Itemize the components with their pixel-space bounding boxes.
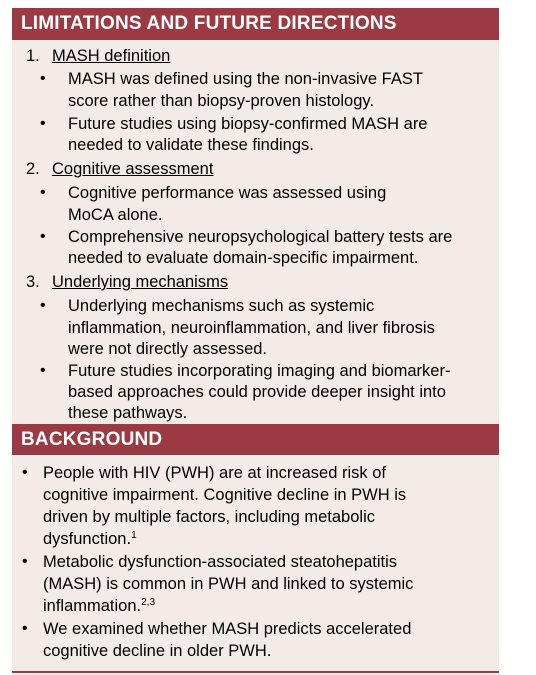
item-2-number: 2. bbox=[26, 160, 40, 178]
item-3-bullet-1-line-2: inflammation, neuroinflammation, and liver fibrosis bbox=[68, 319, 435, 337]
item-3-heading: Underlying mechanisms bbox=[52, 273, 229, 291]
bullet-dot: • bbox=[40, 228, 46, 245]
item-1-bullet-2-line-2: needed to validate these findings. bbox=[68, 136, 314, 154]
item-2-bullet-2-line-2: needed to evaluate domain-specific impairment. bbox=[68, 249, 419, 267]
bg-bullet-1-line-1: People with HIV (PWH) are at increased risk of bbox=[43, 464, 386, 482]
item-3-bullet-2-line-1: Future studies incorporating imaging and biomarker- bbox=[68, 362, 451, 380]
citation-superscript: 2,3 bbox=[141, 597, 156, 608]
bg-bullet-3-line-1: We examined whether MASH predicts accelerated bbox=[43, 620, 412, 638]
bullet-dot: • bbox=[22, 464, 28, 481]
bg-bullet-1-text: dysfunction. bbox=[43, 530, 132, 548]
bg-bullet-1-line-4 bbox=[43, 528, 137, 550]
bullet-dot: • bbox=[40, 70, 46, 87]
citation-superscript: 1 bbox=[131, 530, 137, 541]
item-2-heading: Cognitive assessment bbox=[52, 160, 214, 178]
bullet-dot: • bbox=[40, 184, 46, 201]
item-1-bullet-1-line-2: score rather than biopsy-proven histology. bbox=[68, 92, 375, 110]
item-1-bullet-2-line-1: Future studies using biopsy-confirmed MASH are bbox=[68, 115, 428, 133]
item-2-bullet-1-line-1: Cognitive performance was assessed using bbox=[68, 184, 387, 202]
item-3-bullet-1-line-3: were not directly assessed. bbox=[68, 340, 268, 358]
bg-bullet-2-text: inflammation. bbox=[43, 597, 142, 615]
item-1-heading: MASH definition bbox=[52, 47, 171, 65]
background-header: BACKGROUND bbox=[12, 424, 499, 455]
item-2-bullet-2-line-1: Comprehensive neuropsychological battery tests are bbox=[68, 228, 453, 246]
bottom-rule bbox=[12, 671, 499, 673]
item-2-bullet-1-line-2: MoCA alone. bbox=[68, 206, 163, 224]
item-3-number: 3. bbox=[26, 273, 40, 291]
bg-bullet-3-line-2: cognitive decline in older PWH. bbox=[43, 642, 272, 660]
limitations-header: LIMITATIONS AND FUTURE DIRECTIONS bbox=[12, 8, 499, 40]
item-1-number: 1. bbox=[26, 47, 40, 65]
bullet-dot: • bbox=[40, 362, 46, 379]
bullet-dot: • bbox=[22, 620, 28, 637]
bullet-dot: • bbox=[22, 553, 28, 570]
item-3-bullet-1-line-1: Underlying mechanisms such as systemic bbox=[68, 297, 375, 315]
item-3-bullet-2-line-3: these pathways. bbox=[68, 404, 188, 422]
bg-bullet-1-line-3: driven by multiple factors, including metabolic bbox=[43, 508, 375, 526]
item-3-bullet-2-line-2: based approaches could provide deeper insight into bbox=[68, 383, 446, 401]
bg-bullet-2-line-1: Metabolic dysfunction-associated steatohepatitis bbox=[43, 553, 398, 571]
bg-bullet-2-line-2: (MASH) is common in PWH and linked to systemic bbox=[43, 575, 414, 593]
bullet-dot: • bbox=[40, 297, 46, 314]
bg-bullet-1-line-2: cognitive impairment. Cognitive decline in PWH is bbox=[43, 486, 407, 504]
item-1-bullet-1-line-1: MASH was defined using the non-invasive FAST bbox=[68, 70, 423, 88]
bg-bullet-2-line-3 bbox=[43, 595, 155, 617]
bullet-dot: • bbox=[40, 115, 46, 132]
